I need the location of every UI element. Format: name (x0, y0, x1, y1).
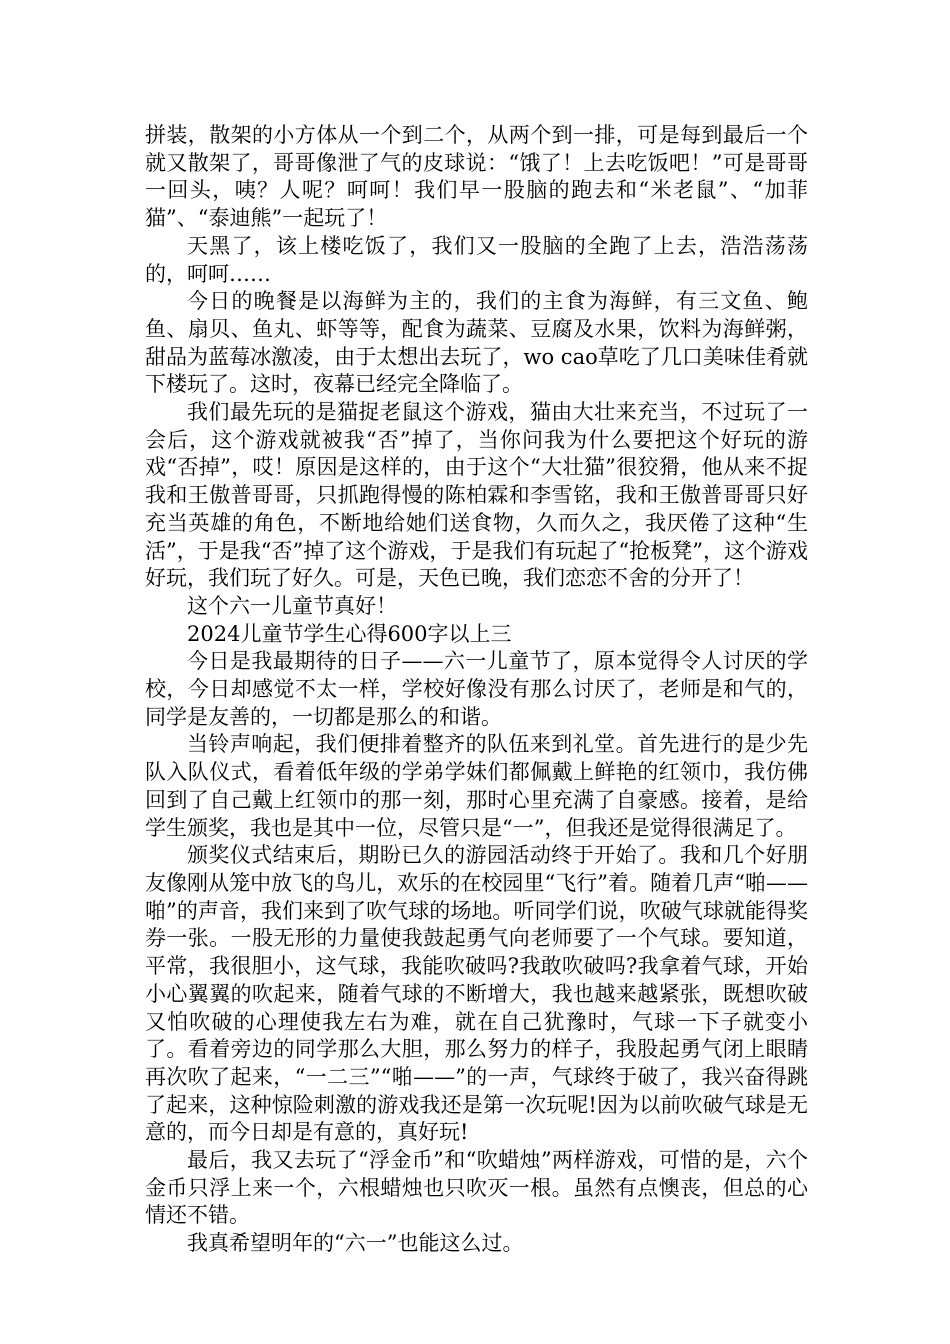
paragraph: 今日是我最期待的日子——六一儿童节了，原本觉得令人讨厌的学校，今日却感觉不太一样，学校好像没有那么讨厌了，老师是和气的，同学是友善的，一切都是那么的和谐。 (145, 649, 808, 729)
paragraph: 我真希望明年的“六一”也能这么过。 (187, 1231, 524, 1256)
paragraph: 我们最先玩的是猫捉老鼠这个游戏，猫由大壮来充当，不过玩了一会后，这个游戏就被我“否”掉了，当你问我为什么要把这个好玩的游戏“否掉”，哎！原因是这样的，由于这个“大壮猫”很狡猾，他从来不捉我和王傲普哥哥，只抓跑得慢的陈柏霖和李雪铭，我和王傲普哥哥只好充当英雄的角色，不断地给她们送食物，久而久之，我厌倦了这种“生活”，于是我“否”掉了这个游戏，于是我们有玩起了“抢板凳”，这个游戏好玩，我们玩了好久。可是，天色已晚，我们恋恋不舍的分开了！ (145, 400, 808, 591)
paragraph: 拼装，散架的小方体从一个到二个，从两个到一排，可是每到最后一个就又散架了，哥哥像泄了气的皮球说：“饿了！上去吃饭吧！”可是哥哥一回头，咦？人呢？呵呵！我们早一股脑的跑去和“米老鼠”、“加菲猫”、“泰迪熊”一起玩了！ (145, 123, 808, 231)
paragraph: 今日的晚餐是以海鲜为主的，我们的主食为海鲜，有三文鱼、鲍鱼、扇贝、鱼丸、虾等等，配食为蔬菜、豆腐及水果，饮料为海鲜粥，甜品为蓝莓冰激凌，由于太想出去玩了，wo cao草吃了几口美味佳肴就下楼玩了。这时，夜幕已经完全降临了。 (145, 289, 808, 397)
paragraph: 天黑了，该上楼吃饭了，我们又一股脑的全跑了上去，浩浩荡荡的，呵呵…… (145, 233, 808, 286)
paragraph: 颁奖仪式结束后，期盼已久的游园活动终于开始了。我和几个好朋友像刚从笼中放飞的鸟儿，欢乐的在校园里“飞行”着。随着几声“啪——啪”的声音，我们来到了吹气球的场地。听同学们说，吹破气球就能得奖券一张。一股无形的力量使我鼓起勇气向老师要了一个气球。要知道，平常，我很胆小，这气球，我能吹破吗?我敢吹破吗?我拿着气球，开始小心翼翼的吹起来，随着气球的不断增大，我也越来越紧张，既想吹破又怕吹破的心理使我左右为难，就在自己犹豫时，气球一下子就变小了。看着旁边的同学那么大胆，那么努力的样子，我股起勇气闭上眼睛再次吹了起来，“一二三”“啪——”的一声，气球终于破了，我兴奋得跳了起来，这种惊险刺激的游戏我还是第一次玩呢!因为以前吹破气球是无意的，而今日却是有意的，真好玩! (145, 843, 808, 1145)
paragraph: 这个六一儿童节真好！ (187, 593, 397, 618)
paragraph: 当铃声响起，我们便排着整齐的队伍来到礼堂。首先进行的是少先队入队仪式，看着低年级的学弟学妹们都佩戴上鲜艳的红领巾，我仿佛回到了自己戴上红领巾的那一刻，那时心里充满了自豪感。接着，是给学生颁奖，我也是其中一位，尽管只是“一”，但我还是觉得很满足了。 (145, 732, 808, 840)
document-body (145, 122, 808, 1258)
paragraph: 最后，我又去玩了“浮金币”和“吹蜡烛”两样游戏，可惜的是，六个金币只浮上来一个，六根蜡烛也只吹灭一根。虽然有点懊丧，但总的心情还不错。 (145, 1148, 808, 1228)
section-heading: 2024儿童节学生心得600字以上三 (187, 621, 512, 646)
